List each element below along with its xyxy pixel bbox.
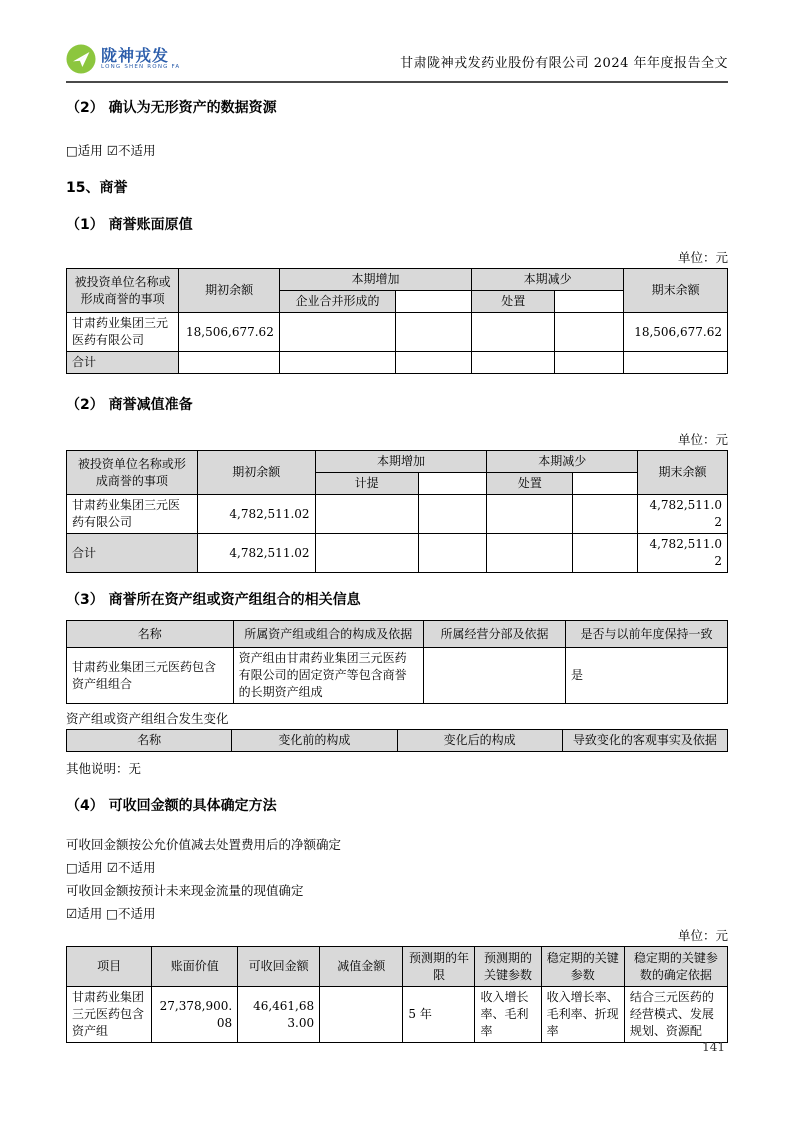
header-cell: 变化后的构成 xyxy=(397,730,562,752)
heading-recoverable-amount: （4） 可收回金额的具体确定方法 xyxy=(66,798,277,814)
header-cell: 本期增加 xyxy=(315,451,487,473)
heading-goodwill: 15、商誉 xyxy=(66,180,128,196)
stable-params-cell: 收入增长率、毛利率、折现率 xyxy=(541,987,624,1043)
cell xyxy=(555,313,624,352)
cell xyxy=(624,352,728,374)
entity-cell: 甘肃药业集团三元医药有限公司 xyxy=(67,313,179,352)
cell xyxy=(472,313,555,352)
header-cell: 期末余额 xyxy=(638,451,728,495)
segment-cell xyxy=(423,648,565,704)
header-cell: 本期减少 xyxy=(487,451,638,473)
header-cell: 预测期的年限 xyxy=(403,947,475,987)
cell xyxy=(573,495,638,534)
header-cell: 本期减少 xyxy=(472,269,624,291)
fair-value-method-line: 可收回金额按公允价值减去处置费用后的净额确定 xyxy=(66,837,342,852)
cell xyxy=(279,352,395,374)
heading-intangible-data: （2） 确认为无形资产的数据资源 xyxy=(66,100,277,116)
unit-label: 单位：元 xyxy=(677,432,728,447)
table-row xyxy=(67,648,728,704)
header-cell: 期末余额 xyxy=(624,269,728,313)
table-row xyxy=(67,987,728,1043)
table-header-row xyxy=(67,269,728,291)
header-cell: 稳定期的关键参数 xyxy=(541,947,624,987)
header-cell: 名称 xyxy=(67,621,234,648)
header-cell: 是否与以前年度保持一致 xyxy=(566,621,728,648)
header-cell: 导致变化的客观事实及依据 xyxy=(562,730,727,752)
heading-asset-group-info: （3） 商誉所在资产组或资产组组合的相关信息 xyxy=(66,592,361,608)
table-row xyxy=(67,313,728,352)
cell xyxy=(573,534,638,573)
cell xyxy=(179,352,279,374)
composition-cell: 资产组由甘肃药业集团三元医药有限公司的固定资产等包含商誉的长期资产组成 xyxy=(233,648,423,704)
consistency-cell: 是 xyxy=(566,648,728,704)
table-header-row xyxy=(67,947,728,987)
header-cell: 名称 xyxy=(67,730,232,752)
header-cell-blank xyxy=(396,291,472,313)
header-cell: 计提 xyxy=(315,473,418,495)
document-title: 甘肃陇神戎发药业股份有限公司 2024 年年度报告全文 xyxy=(400,56,728,71)
header-cell: 稳定期的关键参数的确定依据 xyxy=(624,947,727,987)
recoverable-amount-table xyxy=(66,946,728,1043)
cell xyxy=(315,534,418,573)
header-cell: 被投资单位名称或形成商誉的事项 xyxy=(67,451,198,495)
header-cell: 企业合并形成的 xyxy=(279,291,395,313)
header-cell: 所属经营分部及依据 xyxy=(423,621,565,648)
page-header xyxy=(66,44,728,83)
table-total-row xyxy=(67,352,728,374)
book-value-cell: 27,378,900.08 xyxy=(152,987,238,1043)
cell xyxy=(487,534,573,573)
brand-name-en: LONG SHEN RONG FA xyxy=(101,64,181,70)
asset-group-change-table xyxy=(66,729,728,752)
cell xyxy=(396,352,472,374)
header-cell: 项目 xyxy=(67,947,152,987)
cell xyxy=(418,495,487,534)
header-cell: 预测期的关键参数 xyxy=(475,947,541,987)
asset-group-name-cell: 甘肃药业集团三元医药包含资产组组合 xyxy=(67,648,234,704)
item-cell: 甘肃药业集团三元医药包含资产组 xyxy=(67,987,152,1043)
unit-label: 单位：元 xyxy=(677,250,728,265)
logo-icon xyxy=(66,44,96,74)
cell xyxy=(418,534,487,573)
heading-goodwill-impairment: （2） 商誉减值准备 xyxy=(66,397,193,413)
unit-label: 单位：元 xyxy=(677,928,728,943)
header-cell: 所属资产组或组合的构成及依据 xyxy=(233,621,423,648)
header-cell: 被投资单位名称或形成商誉的事项 xyxy=(67,269,179,313)
cell xyxy=(315,495,418,534)
cell: 4,782,511.02 xyxy=(197,534,315,573)
table-header-row xyxy=(67,621,728,648)
total-label-cell: 合计 xyxy=(67,352,179,374)
table-header-row xyxy=(67,451,728,473)
stable-basis-cell: 结合三元医药的经营模式、发展规划、资源配 xyxy=(624,987,727,1043)
forecast-years-cell: 5 年 xyxy=(403,987,475,1043)
header-cell: 期初余额 xyxy=(179,269,279,313)
header-cell-blank xyxy=(555,291,624,313)
header-cell: 账面价值 xyxy=(152,947,238,987)
cell xyxy=(555,352,624,374)
other-note: 其他说明：无 xyxy=(66,761,142,776)
table-row xyxy=(67,495,728,534)
recoverable-amount-cell: 46,461,683.00 xyxy=(238,987,320,1043)
heading-goodwill-cost: （1） 商誉账面原值 xyxy=(66,217,193,233)
logo-text xyxy=(101,47,180,71)
opening-balance-cell: 4,782,511.02 xyxy=(197,495,315,534)
cell xyxy=(396,313,472,352)
goodwill-impairment-table xyxy=(66,450,728,573)
page-number: 141 xyxy=(702,1040,725,1054)
header-cell: 处置 xyxy=(472,291,555,313)
header-cell: 处置 xyxy=(487,473,573,495)
entity-cell: 甘肃药业集团三元医药有限公司 xyxy=(67,495,198,534)
header-cell-blank xyxy=(418,473,487,495)
header-cell: 可收回金额 xyxy=(238,947,320,987)
header-cell: 期初余额 xyxy=(197,451,315,495)
brand-name-cn: 陇神戎发 xyxy=(101,46,170,65)
cell xyxy=(279,313,395,352)
cell xyxy=(487,495,573,534)
fair-value-applicability-checkboxes: □适用 ☑不适用 xyxy=(66,860,156,875)
header-cell: 减值金额 xyxy=(320,947,403,987)
dcf-method-line: 可收回金额按预计未来现金流量的现值确定 xyxy=(66,883,304,898)
header-cell: 变化前的构成 xyxy=(232,730,397,752)
goodwill-cost-table xyxy=(66,268,728,374)
opening-balance-cell: 18,506,677.62 xyxy=(179,313,279,352)
table-total-row xyxy=(67,534,728,573)
total-label-cell: 合计 xyxy=(67,534,198,573)
intangible-applicability-checkboxes: □适用 ☑不适用 xyxy=(66,143,156,158)
asset-group-change-note: 资产组或资产组组合发生变化 xyxy=(66,711,229,726)
header-cell: 本期增加 xyxy=(279,269,471,291)
company-logo xyxy=(66,44,180,74)
impairment-cell xyxy=(320,987,403,1043)
closing-balance-cell: 18,506,677.62 xyxy=(624,313,728,352)
dcf-applicability-checkboxes: ☑适用 □不适用 xyxy=(66,906,156,921)
asset-group-table xyxy=(66,620,728,704)
closing-balance-cell: 4,782,511.02 xyxy=(638,495,728,534)
page-content xyxy=(66,44,728,1043)
table-header-row xyxy=(67,730,728,752)
cell xyxy=(472,352,555,374)
forecast-params-cell: 收入增长率、毛利率 xyxy=(475,987,541,1043)
cell: 4,782,511.02 xyxy=(638,534,728,573)
header-cell-blank xyxy=(573,473,638,495)
